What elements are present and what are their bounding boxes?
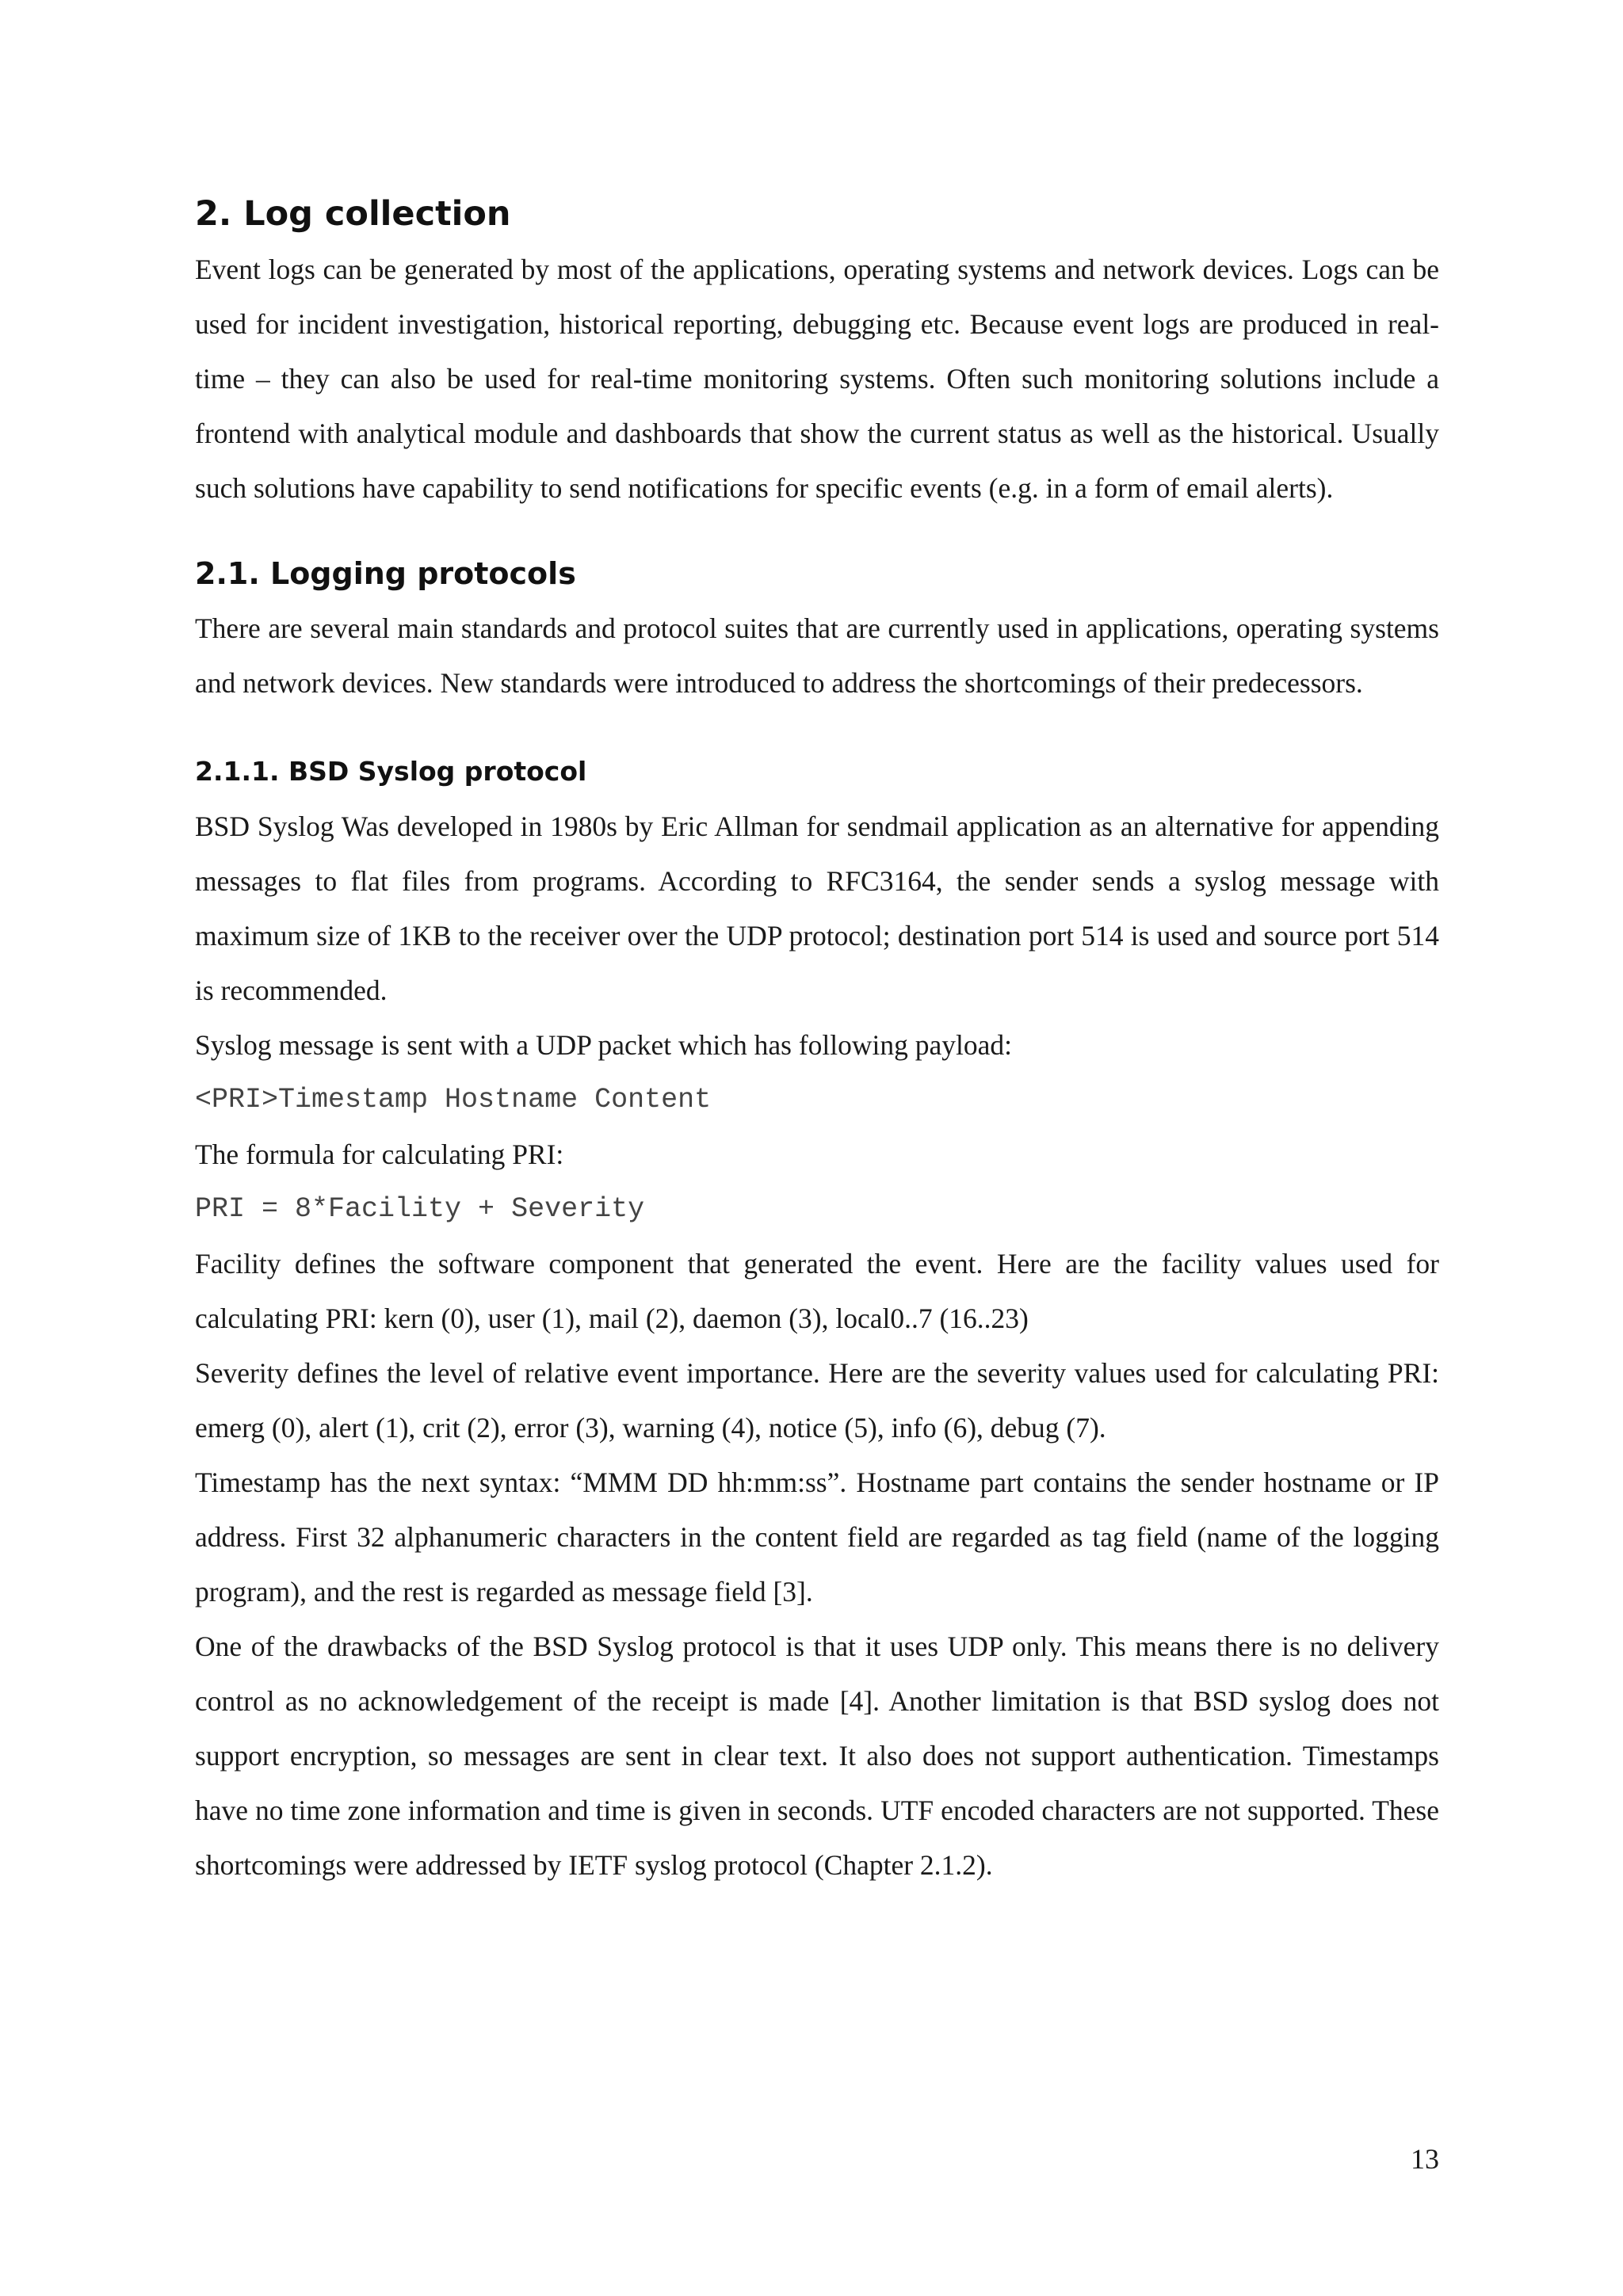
payload-intro-paragraph: Syslog message is sent with a UDP packet which has following payload:: [195, 1029, 1012, 1061]
facility-paragraph: Facility defines the software component that generated the event. Here are the facility values used for calculating PRI: kern (0), user (1), mail (2), daemon (3), local0..7 (16..23): [195, 1248, 1439, 1334]
timestamp-paragraph: Timestamp has the next syntax: “MMM DD hh:mm:ss”. Hostname part contains the sender hostname or IP address. First 32 alphanumeric characters in the content field are regarded as tag field (name of the logging program), and the rest is regarded as message field [3].: [195, 1466, 1439, 1608]
bsd-syslog-history-paragraph: BSD Syslog Was developed in 1980s by Eric Allman for sendmail application as an alternative for appending messages to flat files from programs. According to RFC3164, the sender sends a syslog message with maximum size of 1KB to the receiver over the UDP protocol; destination port 514 is used and source port 514 is recommended.: [195, 810, 1439, 1006]
drawbacks-paragraph: One of the drawbacks of the BSD Syslog protocol is that it uses UDP only. This means there is no delivery control as no acknowledgement of the receipt is made [4]. Another limitation is that BSD syslog does not support encryption, so messages are sent in clear text. It also does not support authentication. Timestamps have no time zone information and time is given in seconds. UTF encoded characters are not supported. These shortcomings were addressed by IETF syslog protocol (Chapter 2.1.2).: [195, 1630, 1439, 1881]
severity-paragraph: Severity defines the level of relative event importance. Here are the severity values used for calculating PRI: emerg (0), alert (1), crit (2), error (3), warning (4), notice (5), info (6), debug (7).: [195, 1357, 1439, 1444]
page-number: 13: [1411, 2143, 1439, 2175]
section-intro-paragraph: Event logs can be generated by most of the applications, operating systems and network devices. Logs can be used for incident investigation, historical reporting, debugging etc. Because event logs are produced in real-time – they can also be used for real-time monitoring systems. Often such monitoring solutions include a frontend with analytical module and dashboards that show the current status as well as the historical. Usually such solutions have capability to send notifications for specific events (e.g. in a form of email alerts).: [195, 254, 1439, 504]
subsubsection-heading: 2.1.1. BSD Syslog protocol: [195, 756, 587, 787]
section-heading: 2. Log collection: [195, 194, 511, 234]
pri-formula-intro-paragraph: The formula for calculating PRI:: [195, 1138, 564, 1170]
payload-format-code: <PRI>Timestamp Hostname Content: [195, 1084, 712, 1116]
subsection-heading: 2.1. Logging protocols: [195, 556, 576, 591]
page-content: [195, 190, 1439, 1893]
pri-formula-code: PRI = 8*Facility + Severity: [195, 1193, 645, 1225]
subsection-intro-paragraph: There are several main standards and protocol suites that are currently used in applications, operating systems and network devices. New standards were introduced to address the shortcomings of their predecessors.: [195, 612, 1439, 699]
